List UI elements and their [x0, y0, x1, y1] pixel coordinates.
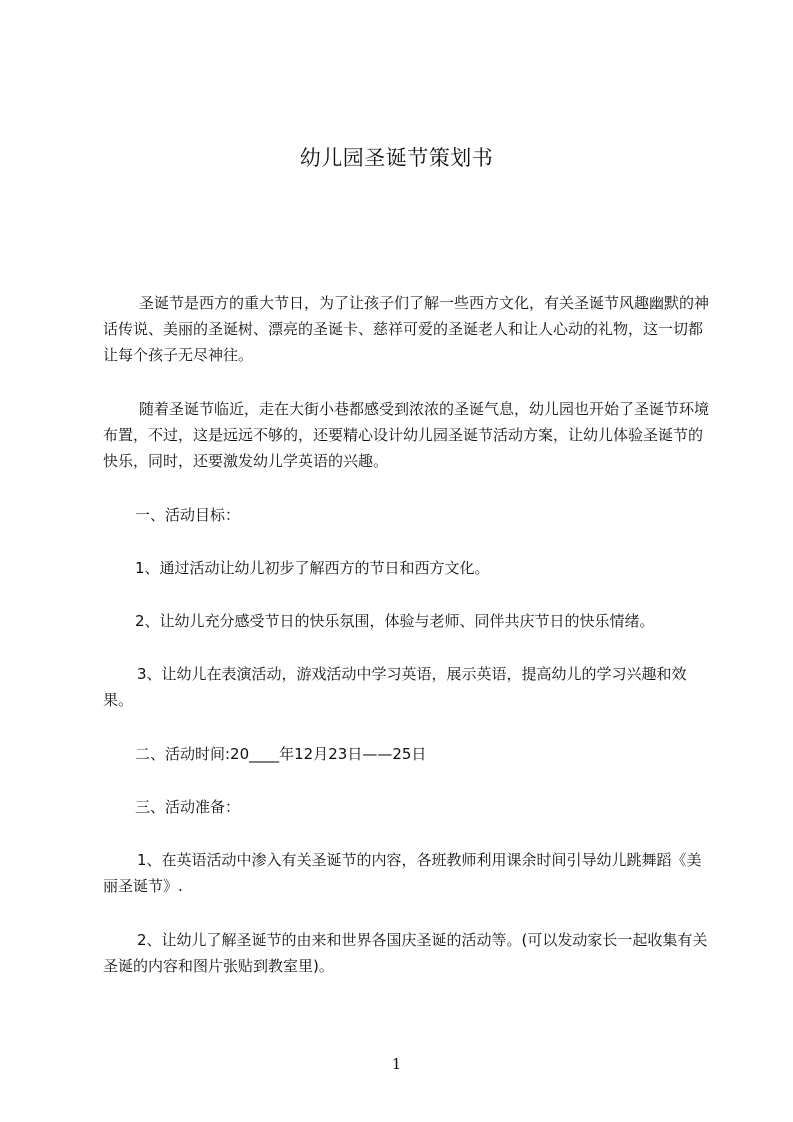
page-title: 幼儿园圣诞节策划书	[299, 146, 494, 170]
intro-paragraph: 圣诞节是西方的重大节日，为了让孩子们了解一些西方文化，有关圣诞节风趣幽默的神话传说、美丽的圣诞树、漂亮的圣诞卡、慈祥可爱的圣诞老人和让人心动的礼物，这一切都让每个孩子无尽神往。	[103, 294, 710, 364]
preparation-item-1: 1、在英语活动中渗入有关圣诞节的内容，各班教师利用课余时间引导幼儿跳舞蹈《美丽圣诞节》.	[103, 851, 702, 895]
goal-item-3: 3、让幼儿在表演活动，游戏活动中学习英语，展示英语，提高幼儿的学习兴趣和效果。	[103, 665, 687, 709]
context-paragraph: 随着圣诞节临近，走在大街小巷都感受到浓浓的圣诞气息，幼儿园也开始了圣诞节环境布置，不过，这是远远不够的，还要精心设计幼儿园圣诞节活动方案，让幼儿体验圣诞节的快乐，同时，还要激发幼儿学英语的兴趣。	[103, 400, 710, 470]
section-heading-goals: 一、活动目标：	[135, 506, 241, 524]
section-heading-time: 二、活动时间:20____年12月23日——25日	[135, 745, 427, 763]
goal-item-2: 2、让幼儿充分感受节日的快乐氛围，体验与老师、同伴共庆节日的快乐情绪。	[135, 612, 655, 630]
section-heading-preparation: 三、活动准备：	[135, 798, 241, 816]
goal-item-1: 1、通过活动让幼儿初步了解西方的节日和西方文化。	[135, 559, 490, 577]
page-number: 1	[391, 1055, 402, 1073]
preparation-item-2: 2、让幼儿了解圣诞节的由来和世界各国庆圣诞的活动等。(可以发动家长一起收集有关圣诞的内容和图片张贴到教室里)。	[103, 931, 708, 975]
